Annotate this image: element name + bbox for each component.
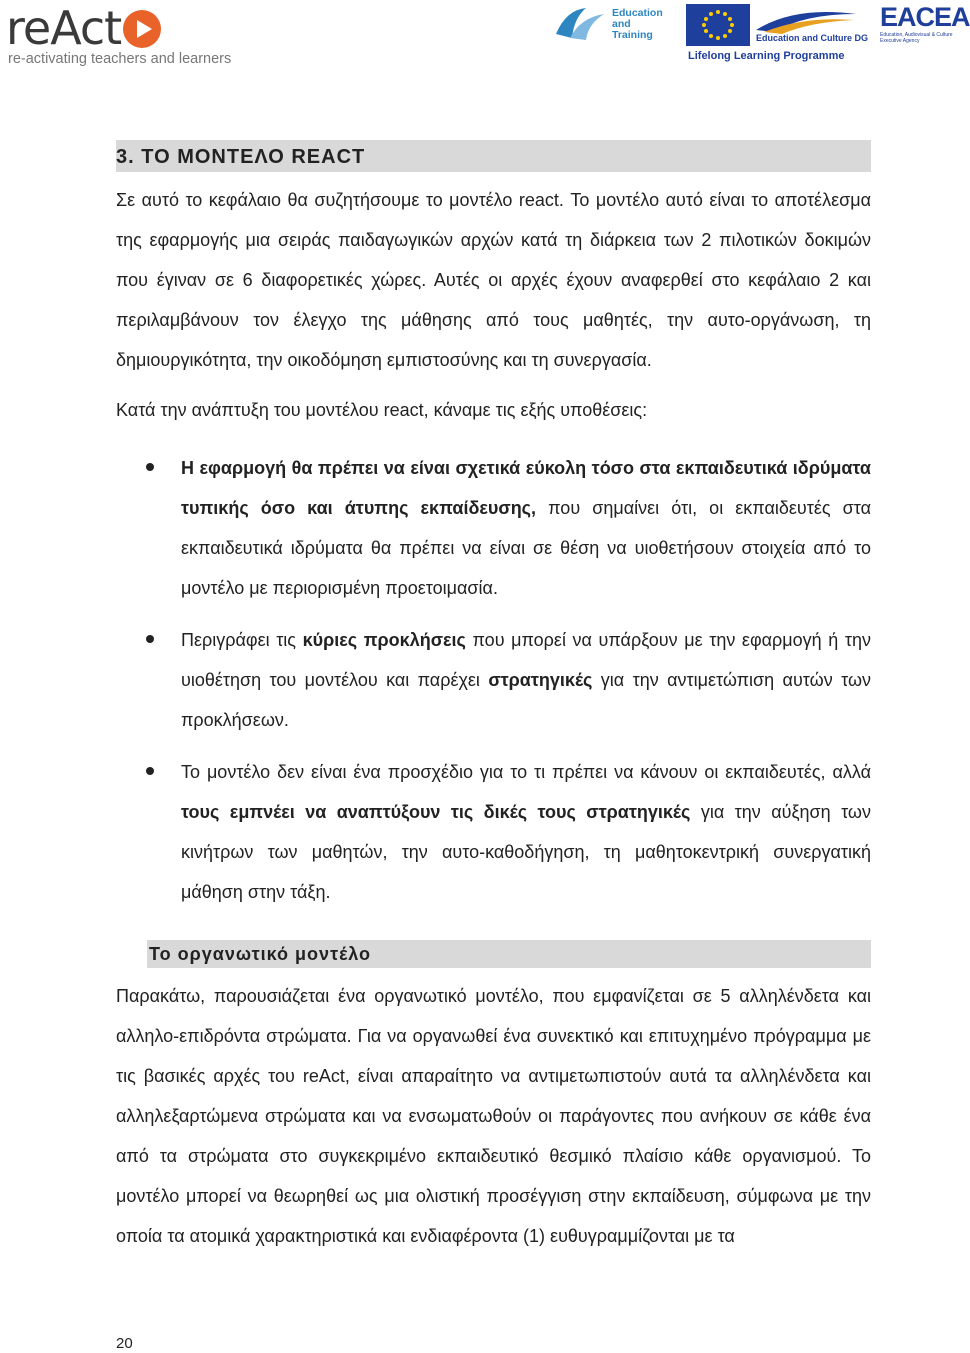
bullet-icon (146, 635, 154, 643)
eacea-text: EACEA (880, 2, 970, 32)
react-tagline: re-activating teachers and learners (8, 51, 232, 67)
play-icon (122, 9, 162, 49)
bullet-icon (146, 463, 154, 471)
subsection-heading: Το οργανωτικό μοντέλο (147, 940, 871, 968)
document-content (116, 140, 871, 1256)
assumptions-list (116, 448, 871, 912)
et-line-1: Education (612, 7, 663, 19)
bullet-1-bold: Η εφαρμογή θα πρέπει να είναι σχετικά εύκολη τόσο στα εκπαιδευτικά ιδρύματα τυπικής όσο και άτυπης εκπαίδευσης, (181, 458, 871, 518)
react-logo-text: reAct (6, 1, 122, 55)
section-heading: 3. ΤΟ ΜΟΝΤΕΛΟ REACT (116, 140, 871, 172)
bullet-2-text-b: που μπορεί να υπάρξουν με την εφαρμογή ή την υιοθέτηση του μοντέλου και παρέχει (181, 630, 871, 690)
education-training-mark-icon (552, 4, 608, 44)
organizational-model-paragraph: Παρακάτω, παρουσιάζεται ένα οργανωτικό μοντέλο, που εμφανίζεται σε 5 αλληλένδετα και αλληλο-επιδρόντα στρώματα. Για να οργανωθεί ένα συνεκτικό και επιτυχημένο πρόγραμμα με τις βασικές αρχές του reAct, είναι απαραίτητο να αντιμετωπιστούν αυτά τα αλληλένδετα και αλληλεξαρτώμενα στρώματα και να ενσωματωθούν οι παράγοντες που ανήκουν σε κάθε ένα από τα στρώματα στο συγκεκριμένο εκπαιδευτικό θεσμικό πλαίσιο κάθε οργανισμού. Το μοντέλο μπορεί να θεωρηθεί ως μια ολιστική προσέγγιση στην εκπαίδευση, σύμφωνα με την οποία τα ατομικά χαρακτηριστικά και ενδιαφέροντα (1) ευθυγραμμίζονται με τα (116, 986, 871, 1246)
intro-paragraph: Σε αυτό το κεφάλαιο θα συζητήσουμε το μοντέλο react. Το μοντέλο αυτό είναι το αποτέλεσμα της εφαρμογής μια σειράς παιδαγωγικών αρχών κατά τη διάρκεια των 2 πιλοτικών δοκιμών που έγιναν σε 6 διαφορετικές χώρες. Αυτές οι αρχές έχουν αναφερθεί στο κεφάλαιο 2 και περιλαμβάνουν τον έλεγχο της μάθησης από τους μαθητές, την αυτο-οργάνωση, τη δημιουργικότητα, την οικοδόμηση εμπιστοσύνης και τη συνεργασία. (116, 190, 871, 370)
et-line-3: Training (612, 29, 653, 41)
list-item (116, 448, 871, 608)
bullet-3-text-a: Το μοντέλο δεν είναι ένα προσχέδιο για το τι πρέπει να κάνουν οι εκπαιδευτές, αλλά (181, 762, 871, 782)
llp-text: Lifelong Learning Programme (688, 50, 845, 62)
et-line-2: and (612, 18, 631, 30)
bullet-3-bold: τους εμπνέει να αναπτύξουν τις δικές τους στρατηγικές (181, 802, 691, 822)
education-training-logo (552, 4, 664, 44)
eacea-logo (880, 2, 970, 44)
eu-flag-icon (686, 4, 750, 46)
bullet-2-text-a: Περιγράφει τις (181, 630, 303, 650)
eac-text: Education and Culture DG (756, 33, 869, 43)
bullet-icon (146, 767, 154, 775)
assumptions-lead: Κατά την ανάπτυξη του μοντέλου react, κάναμε τις εξής υποθέσεις: (116, 400, 648, 420)
list-item (116, 752, 871, 912)
bullet-1-text: που σημαίνει ότι, οι εκπαιδευτές στα εκπαιδευτικά ιδρύματα θα πρέπει να είναι σε θέση να υιοθετήσουν στοιχεία από το μοντέλο με περιορισμένη προετοιμασία. (181, 498, 872, 598)
bullet-3-text-b: για την αύξηση των κινήτρων των μαθητών, την αυτο-καθοδήγηση, τη μαθητοκεντρική συνεργατική μάθηση στην τάξη. (181, 802, 871, 902)
bullet-2-bold-1: κύριες προκλήσεις (302, 630, 466, 650)
react-logo (6, 2, 231, 67)
eacea-subtext: Education, Audiovisual & Culture Executive Agency (880, 32, 953, 44)
page-header (0, 0, 970, 78)
list-item (116, 620, 871, 740)
bullet-2-bold-2: στρατηγικές (488, 670, 593, 690)
bullet-2-text-c: για την αντιμετώπιση αυτών των προκλήσεων. (181, 670, 871, 730)
page-number: 20 (116, 1335, 133, 1352)
